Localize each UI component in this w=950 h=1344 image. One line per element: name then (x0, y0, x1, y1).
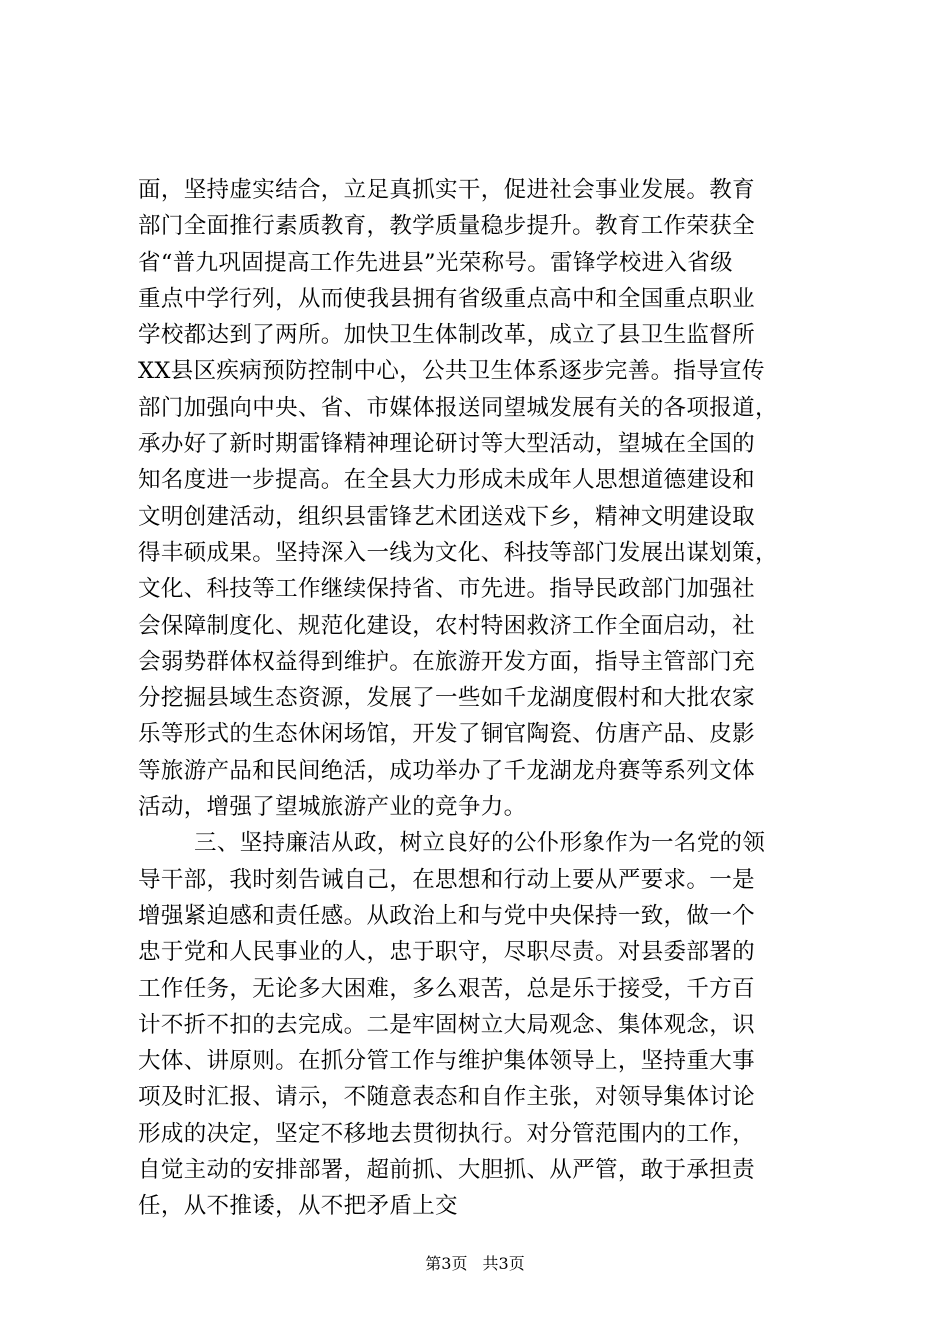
text-line: 文化、科技等工作继续保持省、市先进。指导民政部门加强社 (138, 576, 755, 603)
body-text (138, 172, 838, 1225)
text-line: 分挖掘县域生态资源，发展了一些如千龙湖度假村和大批农家 (138, 685, 755, 712)
page-total: 共3页 (482, 1254, 525, 1273)
text-line: 学校都达到了两所。加快卫生体制改革，成立了县卫生监督所 (138, 322, 755, 349)
text-line: 等旅游产品和民间绝活，成功举办了千龙湖龙舟赛等系列文体 (138, 757, 755, 784)
text-line: 形成的决定，坚定不移地去贯彻执行。对分管范围内的工作， (138, 1120, 755, 1147)
text-line: 会保障制度化、规范化建设，农村特困救济工作全面启动，社 (138, 612, 755, 639)
text-line: 知名度进一步提高。在全县大力形成未成年人思想道德建设和 (138, 467, 755, 494)
text-line: 省“普九巩固提高工作先进县”光荣称号。雷锋学校进入省级 (138, 249, 733, 276)
text-line: 重点中学行列，从而使我县拥有省级重点高中和全国重点职业 (138, 285, 755, 312)
page-number: 第3页 (425, 1254, 468, 1273)
text-line: 工作任务，无论多大困难，多么艰苦，总是乐于接受，千方百 (138, 975, 755, 1002)
text-line: 导干部，我时刻告诫自己，在思想和行动上要从严要求。一是 (138, 866, 755, 893)
text-line: 计不折不扣的去完成。二是牢固树立大局观念、集体观念，识 (138, 1011, 755, 1038)
text-line: 乐等形式的生态休闲场馆，开发了铜官陶瓷、仿唐产品、皮影 (138, 721, 755, 748)
text-line: 任，从不推诿，从不把矛盾上交 (138, 1193, 458, 1220)
text-line: 部门加强向中央、省、市媒体报送同望城发展有关的各项报道， (138, 394, 778, 421)
text-line: 部门全面推行素质教育，教学质量稳步提升。教育工作荣获全 (138, 213, 755, 240)
text-line: 忠于党和人民事业的人，忠于职守，尽职尽责。对县委部署的 (138, 939, 755, 966)
page-footer (0, 1254, 950, 1274)
text-line: 大体、讲原则。在抓分管工作与维护集体领导上，坚持重大事 (138, 1048, 755, 1075)
text-line: 自觉主动的安排部署，超前抓、大胆抓、从严管，敢于承担责 (138, 1157, 755, 1184)
text-line: 文明创建活动，组织县雷锋艺术团送戏下乡，精神文明建设取 (138, 503, 755, 530)
paragraph-start-line: 三、坚持廉洁从政，树立良好的公仆形象作为一名党的领 (194, 830, 766, 857)
text-line: 增强紧迫感和责任感。从政治上和与党中央保持一致，做一个 (138, 902, 755, 929)
text-line: 面，坚持虚实结合，立足真抓实干，促进社会事业发展。教育 (138, 177, 755, 203)
text-line: 得丰硕成果。坚持深入一线为文化、科技等部门发展出谋划策， (138, 539, 778, 566)
text-line: 项及时汇报、请示，不随意表态和自作主张，对领导集体讨论 (138, 1084, 755, 1111)
text-line: 会弱势群体权益得到维护。在旅游开发方面，指导主管部门充 (138, 648, 755, 675)
text-line: XX县区疾病预防控制中心，公共卫生体系逐步完善。指导宣传 (138, 358, 765, 385)
text-line: 承办好了新时期雷锋精神理论研讨等大型活动，望城在全国的 (138, 431, 755, 458)
text-line: 活动，增强了望城旅游产业的竞争力。 (138, 794, 527, 821)
